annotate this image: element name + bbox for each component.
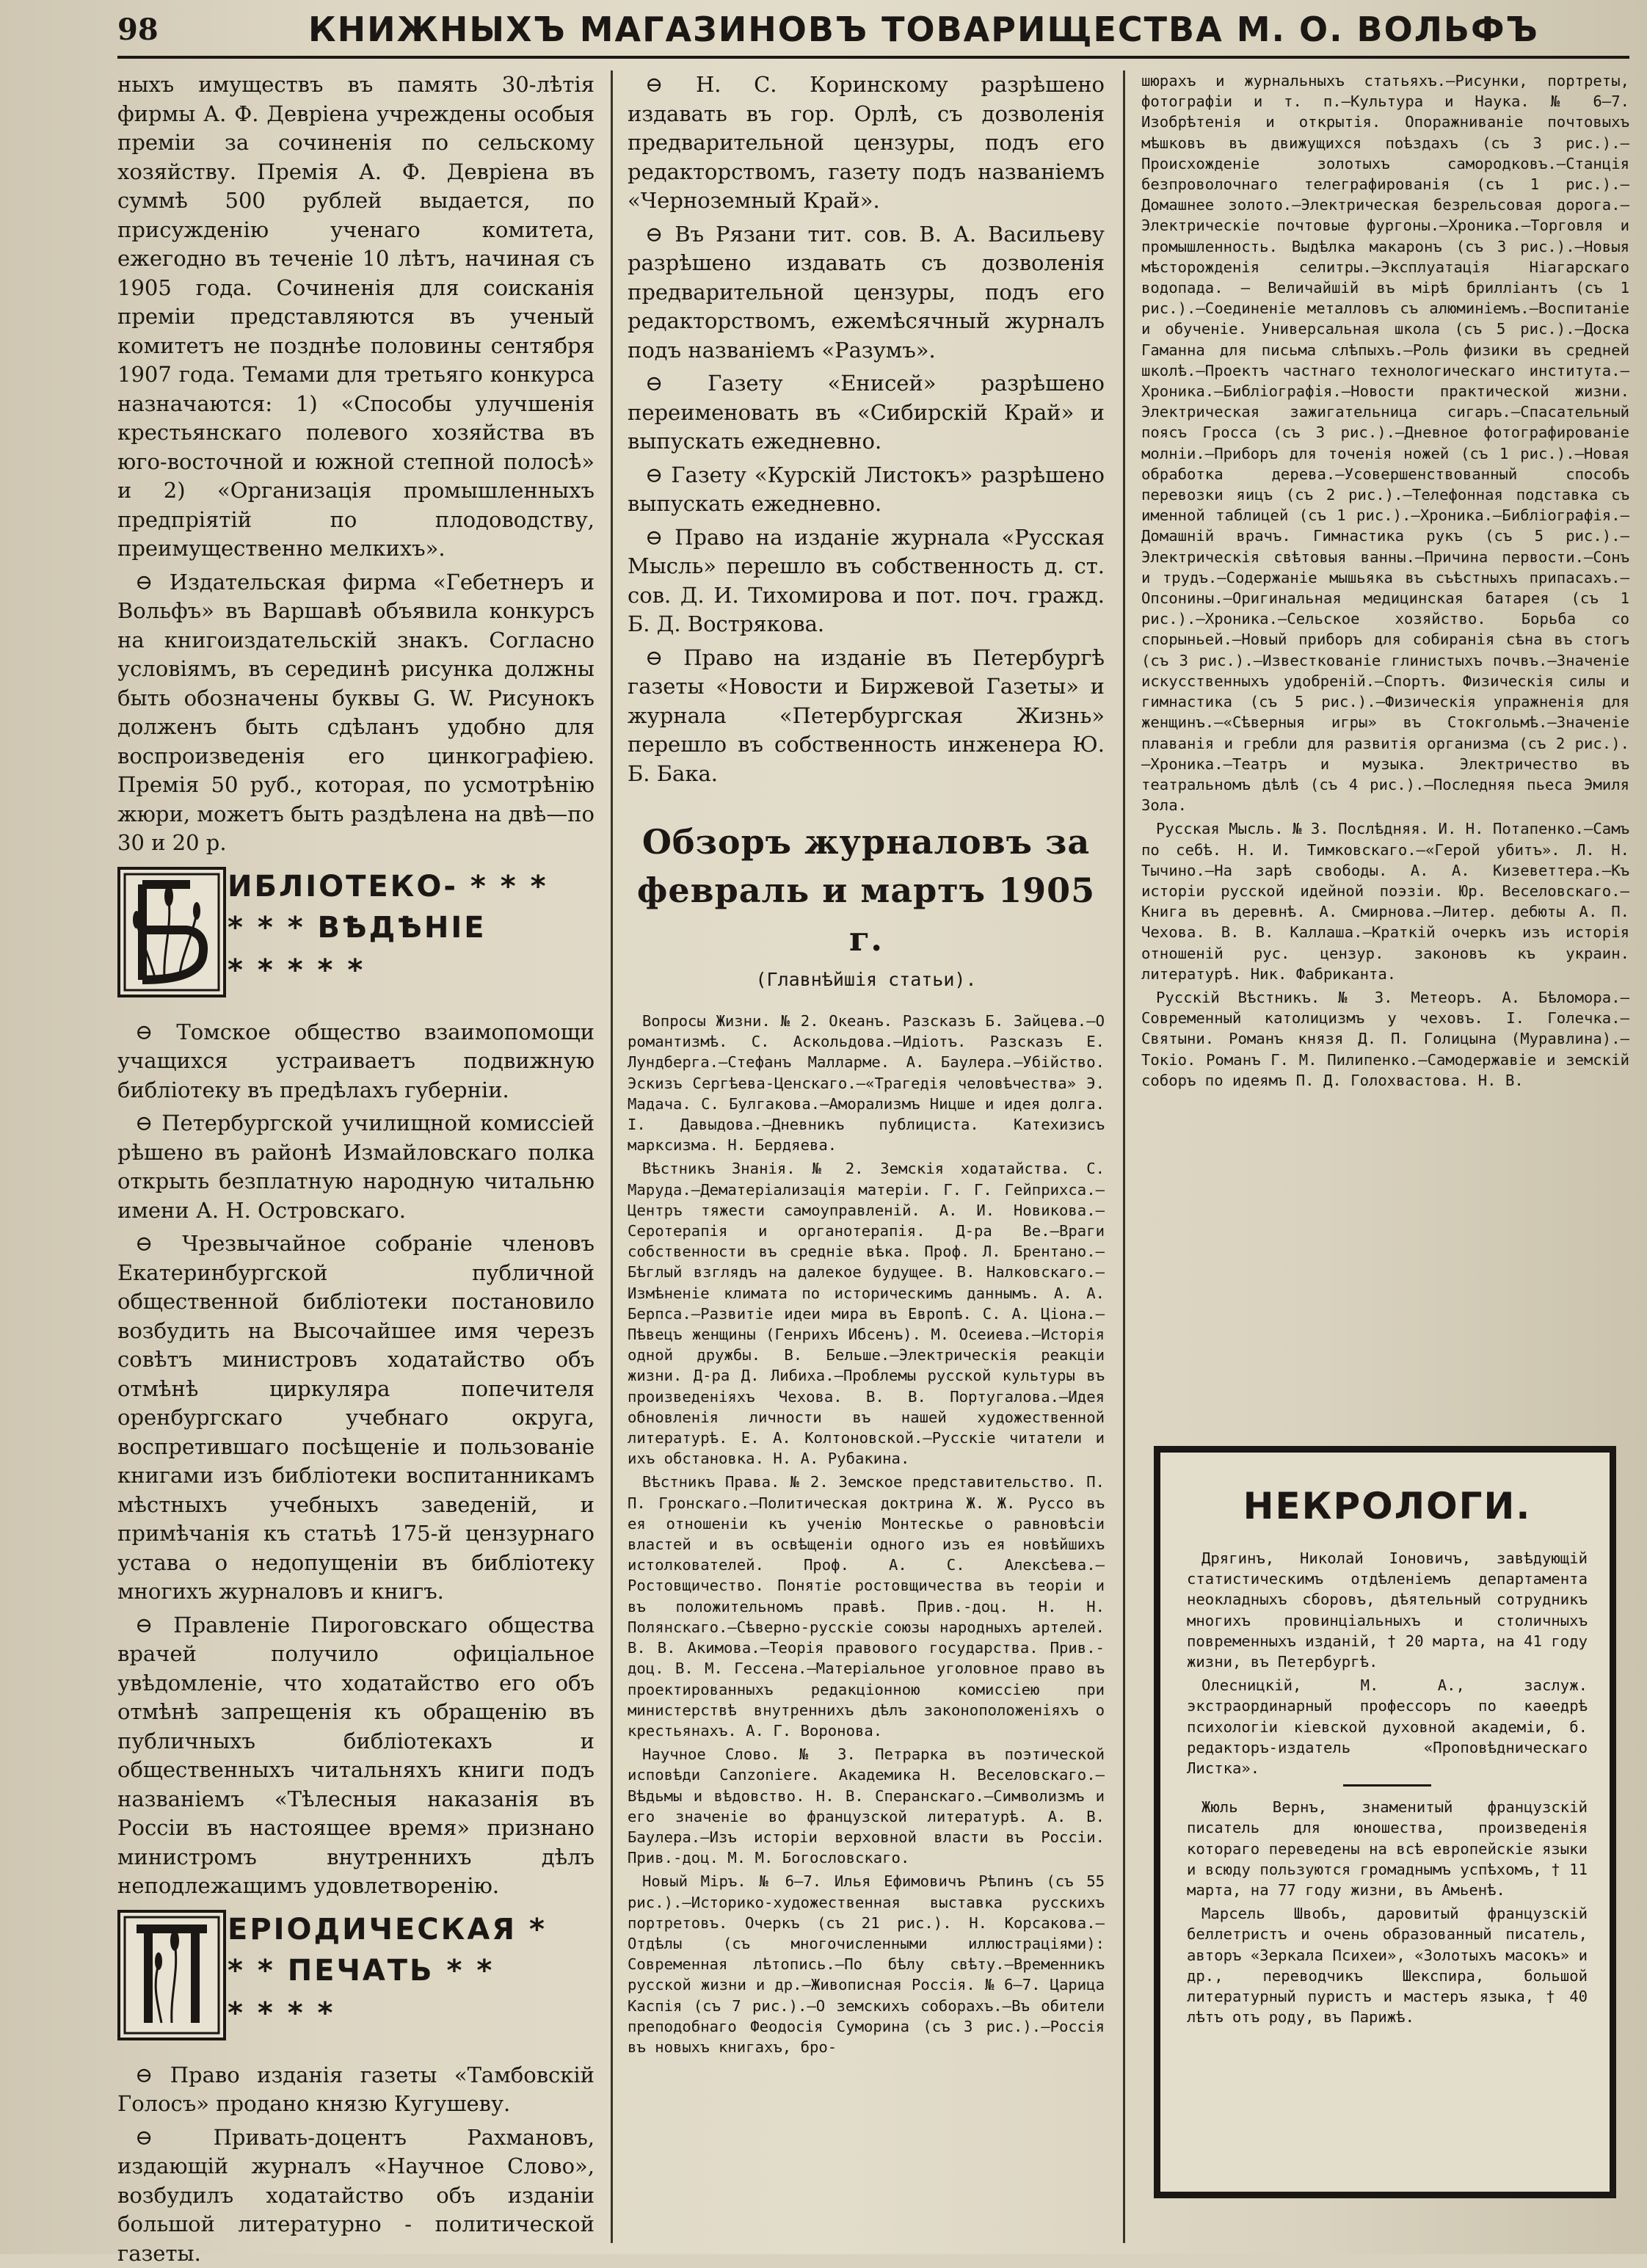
obituary-entry: Олесницкій, М. А., заслуж. экстраординарный профессоръ по каѳедрѣ психологіи кіевской духовной академіи, б. редакторъ-издатель «Проповѣдническаго Листка». xyxy=(1187,1675,1588,1778)
rubric-periodical-press xyxy=(117,1910,595,2049)
news-item: ⊖ Право на изданіе въ Петербургѣ газеты «Новости и Биржевой Газеты» и журнала «Петербургская Жизнь» перешло въ собственность инженера Ю. Б. Бака. xyxy=(628,644,1105,789)
review-title: Обзоръ журналовъ за февраль и мартъ 1905 г. xyxy=(628,818,1105,963)
column-2 xyxy=(628,70,1105,2243)
journal-review: Вѣстникъ Права. № 2. Земское представительство. П. П. Гронскаго.—Политическая доктрина Ж. Ж. Руссо въ ея отношеніи къ ученію Монтескье о равновѣсіи властей и въ освѣщеніи одного изъ ея новѣйшихъ истолкователей. Проф. А. С. Алексѣева.—Ростовщичество. Понятіе ростовщичества въ теоріи и въ положительномъ правѣ. Прив.-доц. Н. Н. Полянскаго.—Сѣверно-русскіе союзы народныхъ артелей. В. В. Акимова.—Теорія правового государства. Прив.-доц. В. М. Гессена.—Матеріальное уголовное право въ проектированныхъ редакціонною комиссіею при министерствѣ внутреннихъ дѣлъ законоположеніяхъ о крестьянахъ. А. Г. Воронова. xyxy=(628,1472,1105,1741)
column-divider-2 xyxy=(1123,70,1125,2243)
news-item: ⊖ Газету «Курскій Листокъ» разрѣшено выпускать ежедневно. xyxy=(628,461,1105,519)
news-item: ⊖ Петербургской училищной комиссіей рѣшено въ районѣ Измайловскаго полка открыть безплатную народную читальню имени А. Н. Островскаго. xyxy=(117,1109,595,1225)
page-header xyxy=(117,6,1629,53)
column-divider-1 xyxy=(611,70,613,2243)
rubric-line: * * * ВѢДѢНІЕ xyxy=(228,911,487,945)
page-number: 98 xyxy=(117,12,206,47)
review-subtitle: (Главнѣйшія статьи). xyxy=(628,969,1105,990)
rubric-line: ИБЛІОТЕКО- * * * xyxy=(228,870,548,904)
news-item: ⊖ Въ Рязани тит. сов. В. А. Васильеву разрѣшено издавать съ дозволенія предварительной цензуры, подъ его редакторствомъ, ежемѣсячный журналъ подъ названіемъ «Разумъ». xyxy=(628,220,1105,366)
header-rule xyxy=(117,56,1629,59)
news-item: ⊖ Чрезвычайное собраніе членовъ Екатеринбургской публичной общественной библіотеки постановило возбудить на Высочайшее имя черезъ совѣтъ министровъ ходатайство объ отмѣнѣ циркуляра попечителя оренбургскаго учебнаго округа, воспретившаго посѣщеніе и пользованіе книгами изъ библіотеки воспитанникамъ мѣстныхъ учебныхъ заведеній, и примѣчанія къ статьѣ 175-й цензурнаго устава о недопущеніи въ библіотеку многихъ журналовъ и книгъ. xyxy=(117,1229,595,1607)
journal-review: Вопросы Жизни. № 2. Океанъ. Разсказъ Б. Зайцева.—О романтизмѣ. С. Аскольдова.—Идіотъ. Разсказъ Е. Лундберга.—Стефанъ Малларме. А. Баулера.—Убійство. Эскизъ Сергѣева-Ценскаго.—«Трагедія человѣчества» Э. Мадача. С. Булгакова.—Аморализмъ Ницше и идея долга. I. Давыдова.—Дневникъ публициста. Катехизисъ марксизма. Н. Бердяева. xyxy=(628,1011,1105,1155)
journal-review: Научное Слово. № 3. Петрарка въ поэтической исповѣди Canzoniere. Академика Н. Веселовскаго.—Вѣдьмы и вѣдовство. Н. В. Сперанскаго.—Символизмъ и его значеніе во французской литературѣ. А. В. Баулера.—Изъ исторіи верховной власти въ Россіи. Прив.-доц. М. М. Богословскаго. xyxy=(628,1744,1105,1868)
journal-review: Русская Мысль. № 3. Послѣдняя. И. Н. Потапенко.—Самъ по себѣ. Н. И. Тимковскаго.—«Герой убитъ». Л. Н. Тычино.—На зарѣ свободы. А. А. Кизеветтера.—Къ исторіи русской идейной поэзіи. Юр. Веселовскаго.—Книга въ деревнѣ. А. Смирнова.—Литер. дебюты А. П. Чехова. В. В. Каллаша.—Краткій очеркъ изъ исторія отношеній рус. цензур. законовъ къ украин. литературѣ. Ник. Фабриканта. xyxy=(1141,818,1629,984)
news-item: ⊖ Право на изданіе журнала «Русская Мысль» перешло въ собственность д. ст. сов. Д. И. Тихомирова и пот. поч. гражд. Б. Д. Вострякова. xyxy=(628,523,1105,639)
journal-review: Русскій Вѣстникъ. № 3. Метеоръ. А. Бѣломора.—Современный католицизмъ у чеховъ. I. Голечка.—Святыни. Романъ князя Д. П. Голицына (Муравлина).—Токіо. Романъ Г. М. Пилипенко.—Самодержавіе и земскій соборъ по идеямъ П. Д. Голохвастова. Н. В. xyxy=(1141,987,1629,1091)
journal-review: шюрахъ и журнальныхъ статьяхъ.—Рисунки, портреты, фотографіи и т. п.—Культура и Наука. № 6—7. Изобрѣтенія и открытія. Опоражниваніе почтовыхъ мѣшковъ въ движущихся поѣздахъ (съ 3 рис.).—Происхожденіе золотыхъ самородковъ.—Станція безпроволочнаго телеграфированія (съ 1 рис.).—Домашнее золото.—Электрическая безрельсовая дорога.—Электрическіе почтовые фургоны.—Хроника.—Торговля и промышленность. Выдѣлка макаронъ (съ 3 рис.).—Новыя мѣсторожденія селитры.—Эксплуатація Ніагарскаго водопада. — Величайшій въ мірѣ брилліантъ (съ 1 рис.).—Соединеніе металловъ съ алюминіемъ.—Воспитаніе и обученіе. Универсальная школа (съ 5 рис.).—Доска Гаманна для письма слѣпыхъ.—Роль физики въ средней школѣ.—Проектъ частнаго технологическаго института.—Хроника.—Библіографія.—Новости практической жизни. Электрическая зажигательница сигаръ.—Спасательный поясъ Гросса (съ 3 рис.).—Дневное фотографированіе молніи.—Приборъ для точенія ножей (съ 1 рис.).—Новая обработка дерева.—Усовершенствованный способъ перевозки яицъ (съ 2 рис.).—Телефонная подставка съ именной таблицей (съ 1 рис.).—Хроника.—Библіографія.—Домашній врачъ. Гимнастика рукъ (съ 5 рис.).—Электрическія свѣтовыя ванны.—Причина первости.—Сонъ и трудъ.—Содержаніе мышьяка въ съѣстныхъ припасахъ.—Опсонины.—Оригинальная медицинская батарея (съ 1 рис.).—Хроника.—Сельское хозяйство. Борьба со спорыньей.—Новый приборъ для собиранія сѣна въ стогъ (съ 3 рис.).—Известкованіе глинистыхъ почвъ.—Значеніе искусственныхъ удобреній.—Спортъ. Физическія силы и гимнастика (съ 5 рис.).—Физическія упражненія для женщинъ.—«Сѣверныя игры» въ Стокгольмѣ.—Значеніе плаванія и гребли для развитія организма (съ 2 рис.).—Хроника.—Театръ и музыка. Электричество въ театральномъ дѣлѣ (съ 4 рис.).—Последняя пьеса Эмиля Зола. xyxy=(1141,70,1629,815)
running-title: КНИЖНЫХЪ МАГАЗИНОВЪ ТОВАРИЩЕСТВА М. О. ВОЛЬФЪ xyxy=(308,10,1539,49)
news-item: ⊖ Томское общество взаимопомощи учащихся устраиваетъ подвижную библіотеку въ предѣлахъ губерніи. xyxy=(117,1018,595,1105)
news-item: ⊖ Право изданія газеты «Тамбовскій Голосъ» продано князю Кугушеву. xyxy=(117,2061,595,2119)
news-item: ⊖ Газету «Енисей» разрѣшено переименовать въ «Сибирскій Край» и выпускать ежедневно. xyxy=(628,369,1105,457)
rubric-line: * * ПЕЧАТЬ * * xyxy=(228,1954,494,1988)
news-item: ныхъ имуществъ въ память 30-лѣтія фирмы А. Ф. Девріена учреждены особыя преміи за сочиненія по сельскому хозяйству. Премія А. Ф. Девріена въ суммѣ 500 рублей выдается, по присужденію ученаго комитета, ежегодно въ теченіе 10 лѣтъ, начиная съ 1905 года. Сочиненія для соисканія преміи представляются въ ученый комитетъ не позднѣе половины сентября 1907 года. Темами для третьяго конкурса назначаются: 1) «Способы улучшенія крестьянскаго полевого хозяйства въ юго-восточной и южной степной полосѣ» и 2) «Организація промышленныхъ предпріятій по плодоводству, преимущественно мелкихъ». xyxy=(117,70,595,564)
news-item: ⊖ Издательская фирма «Гебетнеръ и Вольфъ» въ Варшавѣ объявила конкурсъ на книгоиздательскій знакъ. Согласно условіямъ, въ серединѣ рисунка должны быть обозначены буквы G. W. Рисунокъ долженъ быть сдѣланъ удобно для воспроизведенія его цинкографіею. Премія 50 руб., которая, по усмотрѣнію жюри, можетъ быть раздѣлена на двѣ—по 30 и 20 р. xyxy=(117,568,595,858)
obituary-separator xyxy=(1343,1784,1431,1787)
column-3 xyxy=(1141,70,1629,1436)
obituaries-box xyxy=(1154,1446,1616,2198)
journal-review: Новый Міръ. № 6—7. Илья Ефимовичъ Рѣпинъ (съ 55 рис.).—Историко-художественная выставка русскихъ портретовъ. Очеркъ (съ 21 рис.). Н. Корсакова.—Отдѣлы (съ многочисленными иллюстраціями): Современная лѣтопись.—По бѣлу свѣту.—Временникъ русской жизни и др.—Живописная Россія. № 6—7. Царица Каспія (съ 7 рис.).—О земскихъ соборахъ.—Въ обители преподобнаго Феодосія Суморина (съ 3 рис.).—Россія въ новыхъ книгахъ, бро- xyxy=(628,1871,1105,2057)
obituaries-title: НЕКРОЛОГИ. xyxy=(1187,1485,1588,1527)
journal-review: Вѣстникъ Знанія. № 2. Земскія ходатайства. С. Маруда.—Дематеріализація матеріи. Г. Г. Гейприхса.—Центръ тяжести самоуправленій. А. И. Новикова.—Серотерапія и органотерапія. Д-ра Ве.—Враги собственности въ средніе вѣка. Проф. Л. Брентано.—Бѣглый взглядъ на далекое будущее. В. Налковскаго.—Измѣненіе климата по историческимъ даннымъ. А. А. Берпса.—Развитіе идеи мира въ Европѣ. С. А. Ціона.—Пѣвецъ женщины (Генрихъ Ибсенъ). М. Осеиева.—Исторія одной дружбы. В. Бельше.—Электрическія реакціи жизни. Д-ра Д. Либиха.—Проблемы русской культуры въ произведеніяхъ Чехова. В. В. Португалова.—Идея обновленія личности въ нашей художественной литературѣ. Е. А. Колтоновской.—Русскіе читатели и ихъ обстановка. Н. А. Рубакина. xyxy=(628,1158,1105,1469)
rubric-line: ЕРІОДИЧЕСКАЯ * xyxy=(228,1913,547,1947)
obituary-entry: Жюль Вернъ, знаменитый французскій писатель для юношества, произведенія котораго переведены на всѣ европейскіе языки и всюду пользуются громаднымъ успѣхомъ, † 11 марта, на 77 году жизни, въ Амьенѣ. xyxy=(1187,1797,1588,1900)
obituary-entry: Дрягинъ, Николай Іоновичъ, завѣдующій статистическимъ отдѣленіемъ департамента неокладныхъ сборовъ, дѣятельный сотрудникъ многихъ провинціальныхъ и столичныхъ повременныхъ изданій, † 20 марта, на 41 году жизни, въ Петербургѣ. xyxy=(1187,1548,1588,1672)
rubric-library-science xyxy=(117,867,595,1006)
news-item: ⊖ Привать-доцентъ Рахмановъ, издающій журналъ «Научное Слово», возбудилъ ходатайство объ изданіи большой литературно - политической газеты. xyxy=(117,2123,595,2268)
rubric-line: * * * * xyxy=(228,1996,335,2030)
rubric-line: * * * * * xyxy=(228,953,365,987)
news-item: ⊖ Н. С. Коринскому разрѣшено издавать въ гор. Орлѣ, съ дозволенія предварительной цензуры, подъ его редакторствомъ, газету подъ названіемъ «Черноземный Край». xyxy=(628,70,1105,216)
news-item: ⊖ Правленіе Пироговскаго общества врачей получило офиціальное увѣдомленіе, что ходатайство его объ отмѣнѣ запрещенія къ обращенію въ публичныхъ библіотекахъ и общественныхъ читальняхъ книги подъ названіемъ «Тѣлесныя наказанія въ Россіи въ настоящее время» признано министромъ внутреннихъ дѣлъ неподлежащимъ удовлетворенію. xyxy=(117,1611,595,1901)
ornamental-initial-p-icon xyxy=(117,1910,226,2040)
column-1 xyxy=(117,70,595,2243)
obituary-entry: Марсель Швобъ, даровитый французскій беллетристъ и очень образованный писатель, авторъ «Зеркала Психеи», «Золотыхъ масокъ» и др., переводчикъ Шекспира, большой литературный пуристъ и мастеръ языка, † 40 лѣтъ отъ роду, въ Парижѣ. xyxy=(1187,1903,1588,2027)
ornamental-initial-b-icon xyxy=(117,867,226,997)
